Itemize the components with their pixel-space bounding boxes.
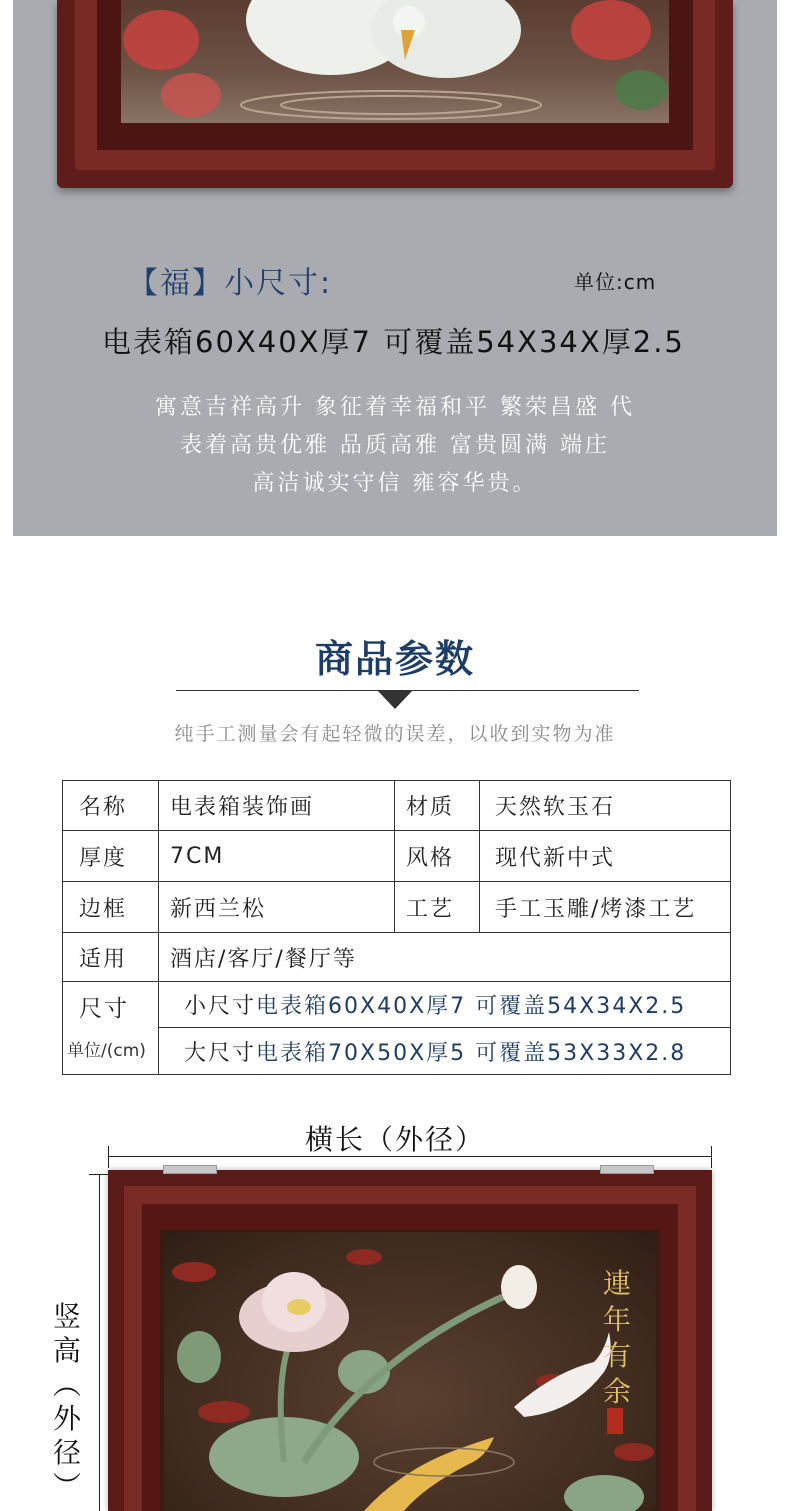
param-label-thickness: 厚度	[79, 845, 128, 871]
param-value-material: 天然软玉石	[495, 795, 616, 820]
param-value-thickness: 7CM	[170, 843, 225, 869]
param-size-unit: 单位/(cm)	[67, 1040, 146, 1061]
swan-artwork	[121, 0, 669, 123]
param-label-frame: 边框	[79, 896, 128, 922]
param-label-usage: 适用	[79, 946, 128, 972]
param-label-size: 尺寸	[79, 995, 129, 1022]
unit-label: 单位:cm	[574, 270, 657, 294]
lotus-koi-artwork	[164, 1232, 656, 1511]
large-size-value: 电表箱70X50X厚5 可覆盖53X33X2.8	[256, 1040, 687, 1066]
dimension-tick	[108, 1146, 109, 1168]
description-line: 高洁诚实守信 雍容华贵。	[252, 471, 538, 496]
dimension-tick	[711, 1146, 712, 1168]
param-label-material: 材质	[406, 795, 455, 820]
horizontal-dimension-label: 横长（外径）	[304, 1123, 485, 1156]
vertical-dimension-line	[99, 1175, 100, 1511]
horizontal-dimension-line	[108, 1156, 712, 1157]
calligraphy-inscription	[600, 1266, 634, 1410]
vertical-label-char: 竖	[52, 1300, 81, 1333]
params-section-title: 商品参数	[314, 636, 475, 681]
param-label-craft: 工艺	[406, 896, 455, 922]
param-value-style: 现代新中式	[495, 845, 616, 871]
measurement-note: 纯手工测量会有起轻微的误差，以收到实物为准	[174, 723, 616, 745]
small-size-value: 电表箱60X40X厚7 可覆盖54X34X2.5	[256, 994, 687, 1019]
red-seal-stamp	[607, 1408, 623, 1434]
param-label-style: 风格	[406, 845, 455, 871]
description-line: 寓意吉祥高升 象征着幸福和平 繁荣昌盛 代	[155, 395, 635, 420]
small-size-title: 【福】小尺寸:	[128, 266, 333, 301]
divider-triangle-icon	[377, 690, 413, 709]
hinge-icon	[163, 1165, 217, 1174]
params-table	[62, 780, 731, 1075]
vertical-label-char: 外	[52, 1402, 81, 1435]
vertical-dimension-label	[50, 1300, 84, 1504]
param-value-name: 电表箱装饰画	[170, 795, 315, 820]
vertical-label-char: 径	[52, 1436, 81, 1469]
vertical-label-char: ︶	[52, 1470, 81, 1503]
large-size-row	[184, 1028, 686, 1074]
param-value-craft: 手工玉雕/烤漆工艺	[495, 896, 697, 922]
vertical-label-char: ︵	[52, 1368, 81, 1401]
small-size-row	[184, 982, 686, 1027]
param-value-frame: 新西兰松	[170, 896, 267, 922]
param-label-name: 名称	[79, 795, 128, 820]
calligraphy-char: 連	[602, 1267, 631, 1300]
calligraphy-char: 余	[602, 1375, 631, 1408]
description-line: 表着高贵优雅 品质高雅 富贵圆满 端庄	[180, 433, 610, 458]
hinge-icon	[600, 1165, 654, 1174]
small-size-spec: 电表箱60X40X厚7 可覆盖54X34X厚2.5	[102, 325, 685, 359]
calligraphy-char: 年	[602, 1303, 631, 1336]
vertical-label-char: 高	[52, 1334, 81, 1367]
small-size-prefix: 小尺寸	[184, 994, 257, 1019]
large-size-prefix: 大尺寸	[184, 1040, 257, 1066]
param-value-usage: 酒店/客厅/餐厅等	[170, 946, 357, 972]
calligraphy-char: 有	[602, 1339, 631, 1372]
